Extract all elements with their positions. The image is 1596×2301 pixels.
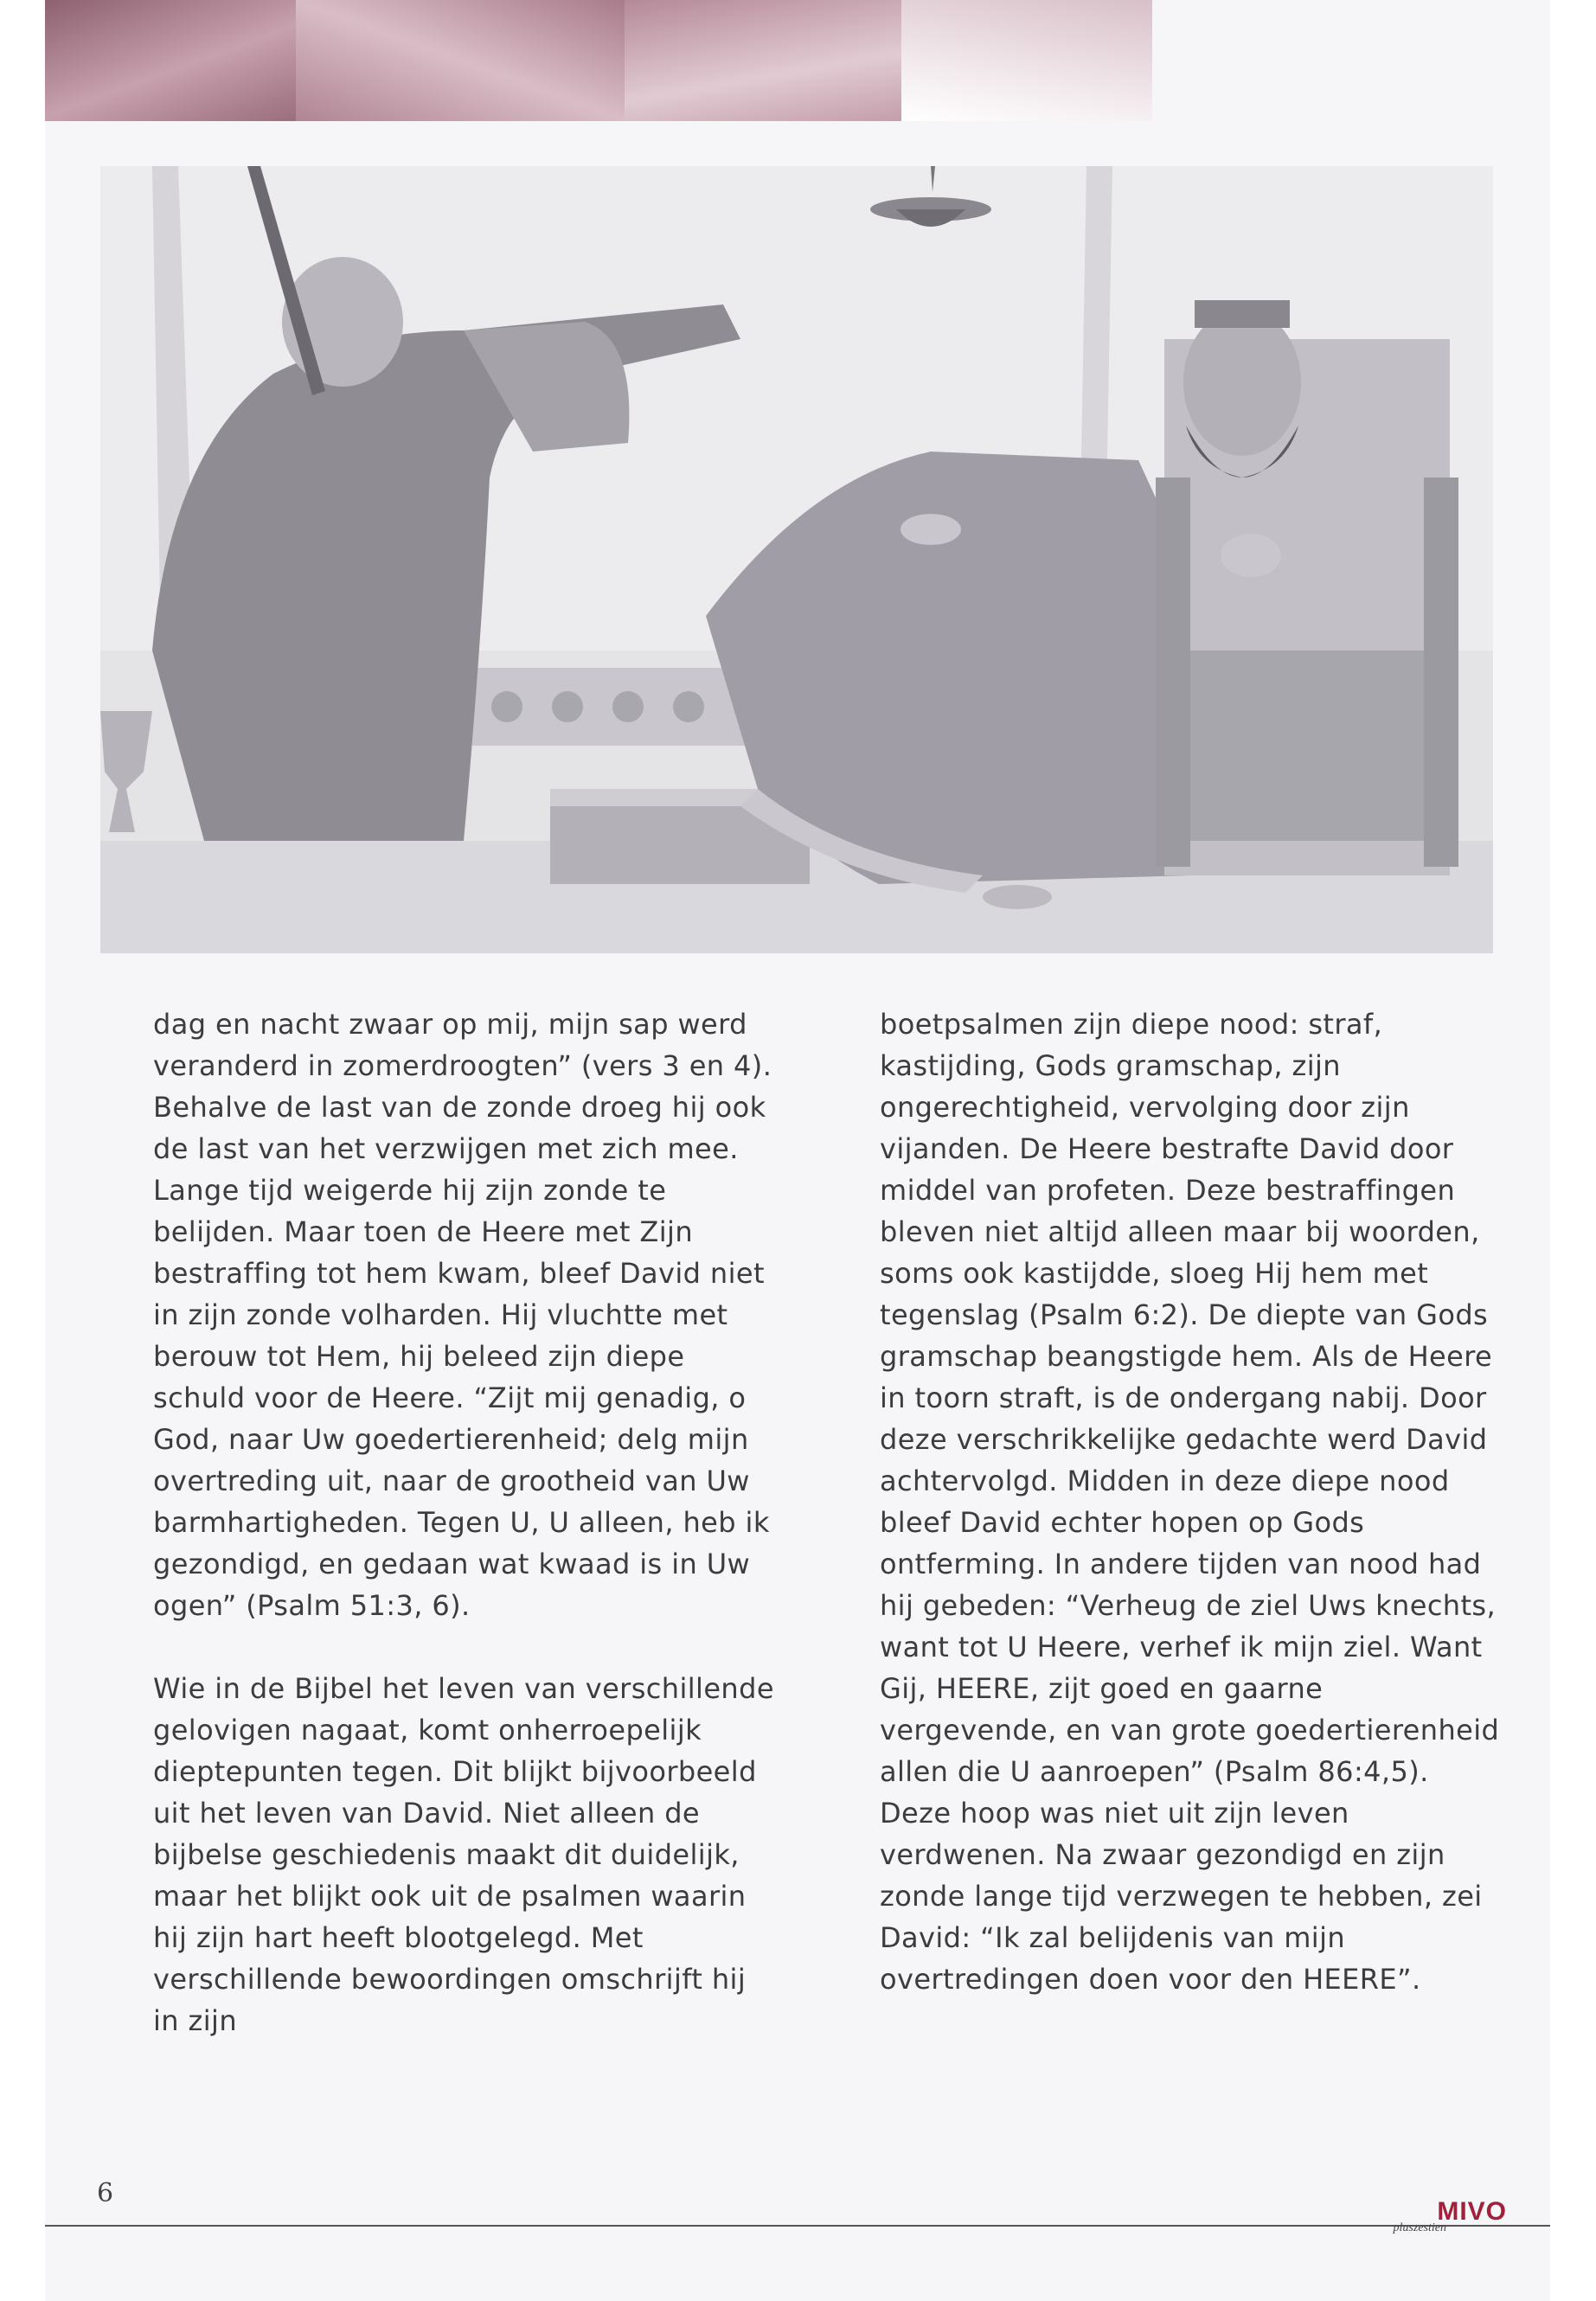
article-column-left [153,1003,776,2083]
article-paragraph: Wie in de Bijbel het leven van verschillende gelovigen nagaat, komt onherroepelijk dieptepunten tegen. Dit blijkt bijvoorbeeld uit het leven van David. Niet alleen de bijbelse geschiedenis maakt dit duidelijk, maar het blijkt ook uit de psalmen waarin hij zijn hart heeft blootgelegd. Met verschillende bewoordingen omschrijft hij in zijn [153,1672,774,2037]
illustration-nathan-rebukes-david [100,166,1493,953]
page-number: 6 [97,2178,114,2208]
header-photo-2 [296,0,625,121]
magazine-page [45,0,1550,2301]
article-paragraph: boetpsalmen zijn diepe nood: straf, kastijding, Gods gramschap, zijn ongerechtigheid, vervolging door zijn vijanden. De Heere bestrafte David door middel van profeten. Deze bestraffingen bleven niet altijd alleen maar bij woorden, soms ook kastijdde, sloeg Hij hem met tegenslag (Psalm 6:2). De diepte van Gods gramschap beangstigde hem. Als de Heere in toorn straft, is de ondergang nabij. Door deze verschrikkelijke gedachte werd David achtervolgd. Midden in deze diepe nood bleef David echter hopen op Gods ontferming. In andere tijden van nood had hij gebeden: “Verheug de ziel Uws knechts, want tot U Heere, verhef ik mijn ziel. Want Gij, HEERE, zijt goed en gaarne vergevende, en van grote goedertierenheid allen die U aanroepen” (Psalm 86:4,5). Deze hoop was niet uit zijn leven verdwenen. Na zwaar gezondigd en zijn zonde lange tijd verzwegen te hebben, zei David: “Ik zal belijdenis van mijn overtredingen doen voor den HEERE”. [880,1008,1500,1996]
footer-divider [45,2225,1550,2227]
article-paragraph: dag en nacht zwaar op mij, mijn sap werd veranderd in zomerdroogten” (vers 3 en 4). Behalve de last van de zonde droeg hij ook de last van het verzwijgen met zich mee. Lange tijd weigerde hij zijn zonde te belijden. Maar toen de Heere met Zijn bestraffing tot hem kwam, bleef David niet in zijn zonde volharden. Hij vluchtte met berouw tot Hem, hij beleed zijn diepe schuld voor de Heere. “Zijt mij genadig, o God, naar Uw goedertierenheid; delg mijn overtreding uit, naar de grootheid van Uw barmhartigheden. Tegen U, U alleen, heb ik gezondigd, en gedaan wat kwaad is in Uw ogen” (Psalm 51:3, 6). [153,1008,772,1622]
brand-subtitle: pluszestien [1393,2221,1446,2234]
article-column-right [880,1003,1503,2041]
header-photo-strip [45,0,1152,121]
header-photo-4 [901,0,1152,121]
header-photo-3 [625,0,901,121]
header-photo-1 [45,0,296,121]
brand-logo: MIVO [1437,2197,1507,2226]
illustration-drawing [100,166,1493,953]
